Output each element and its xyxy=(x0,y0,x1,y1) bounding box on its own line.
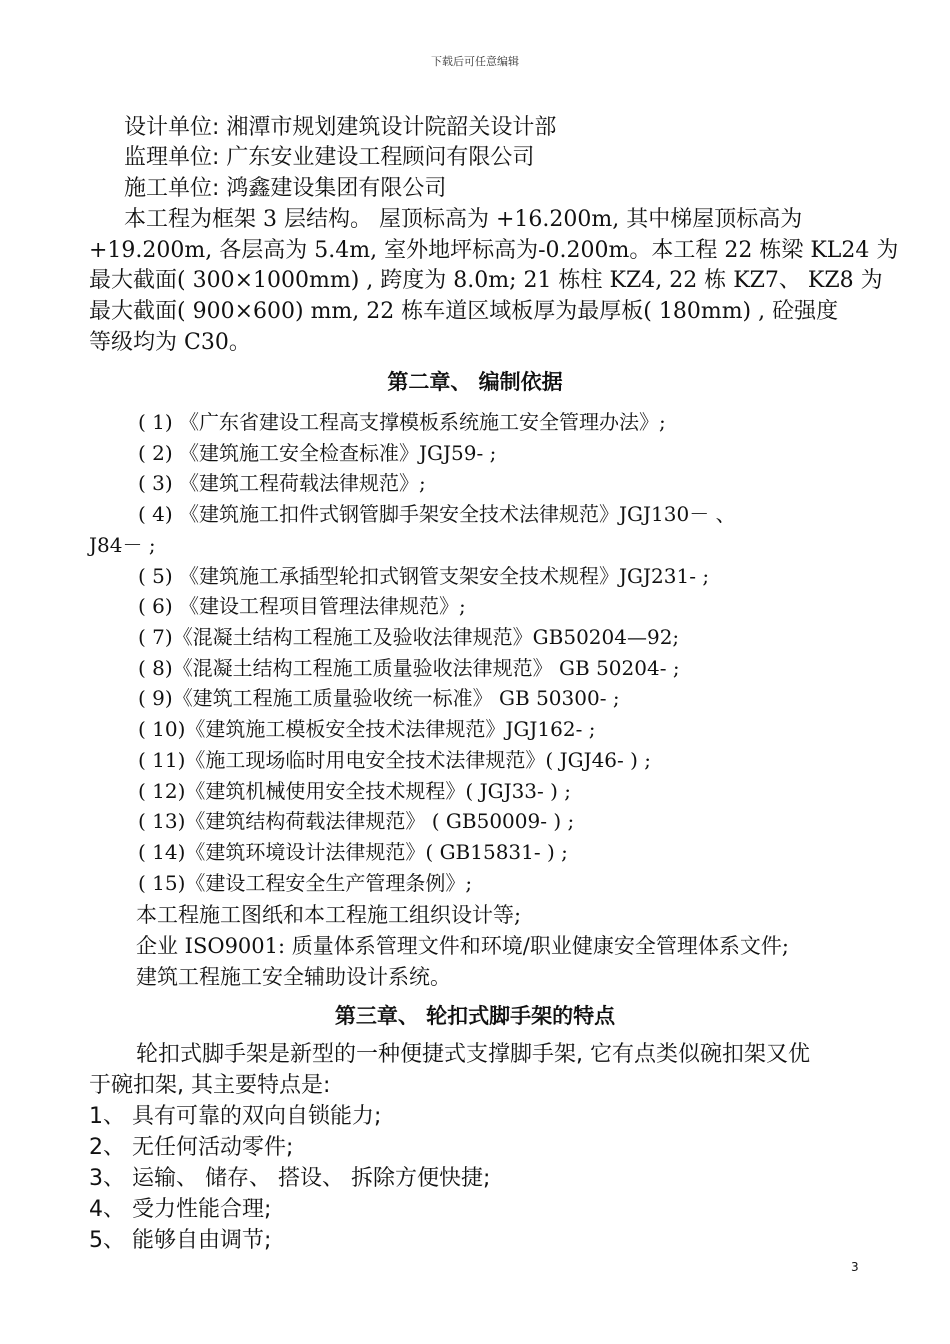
chapter-3-intro: 于碗扣架, 其主要特点是: xyxy=(89,1073,331,1098)
reference-item: ( 1) 《广东省建设工程高支撑模板系统施工安全管理办法》; xyxy=(138,410,666,434)
overview-line: 本工程为框架 3 层结构。 屋顶标高为 +16.200m, 其中梯屋顶标高为 xyxy=(124,207,803,232)
basis-extra: 建筑工程施工安全辅助设计系统。 xyxy=(136,965,451,989)
reference-item: ( 8)《混凝土结构工程施工质量验收法律规范》 GB 50204- ; xyxy=(138,656,680,680)
reference-item: J84－ ; xyxy=(89,533,156,557)
overview-line: 等级均为 C30。 xyxy=(89,330,251,355)
reference-item: ( 2) 《建筑施工安全检查标准》JGJ59- ; xyxy=(138,441,497,465)
reference-item: ( 12)《建筑机械使用安全技术规程》( JGJ33- ) ; xyxy=(138,779,572,803)
reference-item: ( 14)《建筑环境设计法律规范》( GB15831- ) ; xyxy=(138,840,568,864)
overview-line: 最大截面( 900×600) mm, 22 栋车道区域板厚为最厚板( 180mm) , 砼强度 xyxy=(89,299,839,324)
page-number: 3 xyxy=(851,1260,859,1274)
overview-line: +19.200m, 各层高为 5.4m, 室外地坪标高为-0.200m。本工程 22 栋梁 KL24 为 xyxy=(89,238,899,263)
feature-item: 4、 受力性能合理; xyxy=(89,1197,272,1222)
feature-item: 5、 能够自由调节; xyxy=(89,1228,272,1253)
reference-item: ( 10)《建筑施工模板安全技术法律规范》JGJ162- ; xyxy=(138,717,596,741)
chapter-3-title: 第三章、 轮扣式脚手架的特点 xyxy=(334,1004,616,1028)
supervision-unit: 监理单位: 广东安业建设工程顾问有限公司 xyxy=(124,145,535,170)
reference-item: ( 15)《建设工程安全生产管理条例》; xyxy=(138,871,473,895)
design-unit: 设计单位: 湘潭市规划建筑设计院韶关设计部 xyxy=(124,115,557,140)
overview-line: 最大截面( 300×1000mm) , 跨度为 8.0m; 21 栋柱 KZ4, 22 栋 KZ7、 KZ8 为 xyxy=(89,268,883,293)
reference-item: ( 3) 《建筑工程荷载法律规范》; xyxy=(138,471,426,495)
chapter-3-intro: 轮扣式脚手架是新型的一种便捷式支撑脚手架, 它有点类似碗扣架又优 xyxy=(136,1042,810,1067)
reference-item: ( 4) 《建筑施工扣件式钢管脚手架安全技术法律规范》JGJ130－ 、 xyxy=(138,502,736,526)
feature-item: 2、 无任何活动零件; xyxy=(89,1135,294,1160)
reference-item: ( 11)《施工现场临时用电安全技术法律规范》( JGJ46- ) ; xyxy=(138,748,652,772)
reference-item: ( 6) 《建设工程项目管理法律规范》; xyxy=(138,594,466,618)
feature-item: 3、 运输、 储存、 搭设、 拆除方便快捷; xyxy=(89,1166,491,1191)
reference-item: ( 7)《混凝土结构工程施工及验收法律规范》GB50204—92; xyxy=(138,625,680,649)
construction-unit: 施工单位: 鸿鑫建设集团有限公司 xyxy=(124,176,447,201)
feature-item: 1、 具有可靠的双向自锁能力; xyxy=(89,1104,382,1129)
basis-extra: 企业 ISO9001: 质量体系管理文件和环境/职业健康安全管理体系文件; xyxy=(136,934,789,958)
reference-item: ( 9)《建筑工程施工质量验收统一标准》 GB 50300- ; xyxy=(138,686,620,710)
page-header: 下载后可任意编辑 xyxy=(431,55,519,68)
basis-extra: 本工程施工图纸和本工程施工组织设计等; xyxy=(136,903,522,927)
reference-item: ( 13)《建筑结构荷载法律规范》 ( GB50009- ) ; xyxy=(138,809,575,833)
reference-item: ( 5) 《建筑施工承插型轮扣式钢管支架安全技术规程》JGJ231- ; xyxy=(138,564,710,588)
chapter-2-title: 第二章、 编制依据 xyxy=(387,370,563,394)
